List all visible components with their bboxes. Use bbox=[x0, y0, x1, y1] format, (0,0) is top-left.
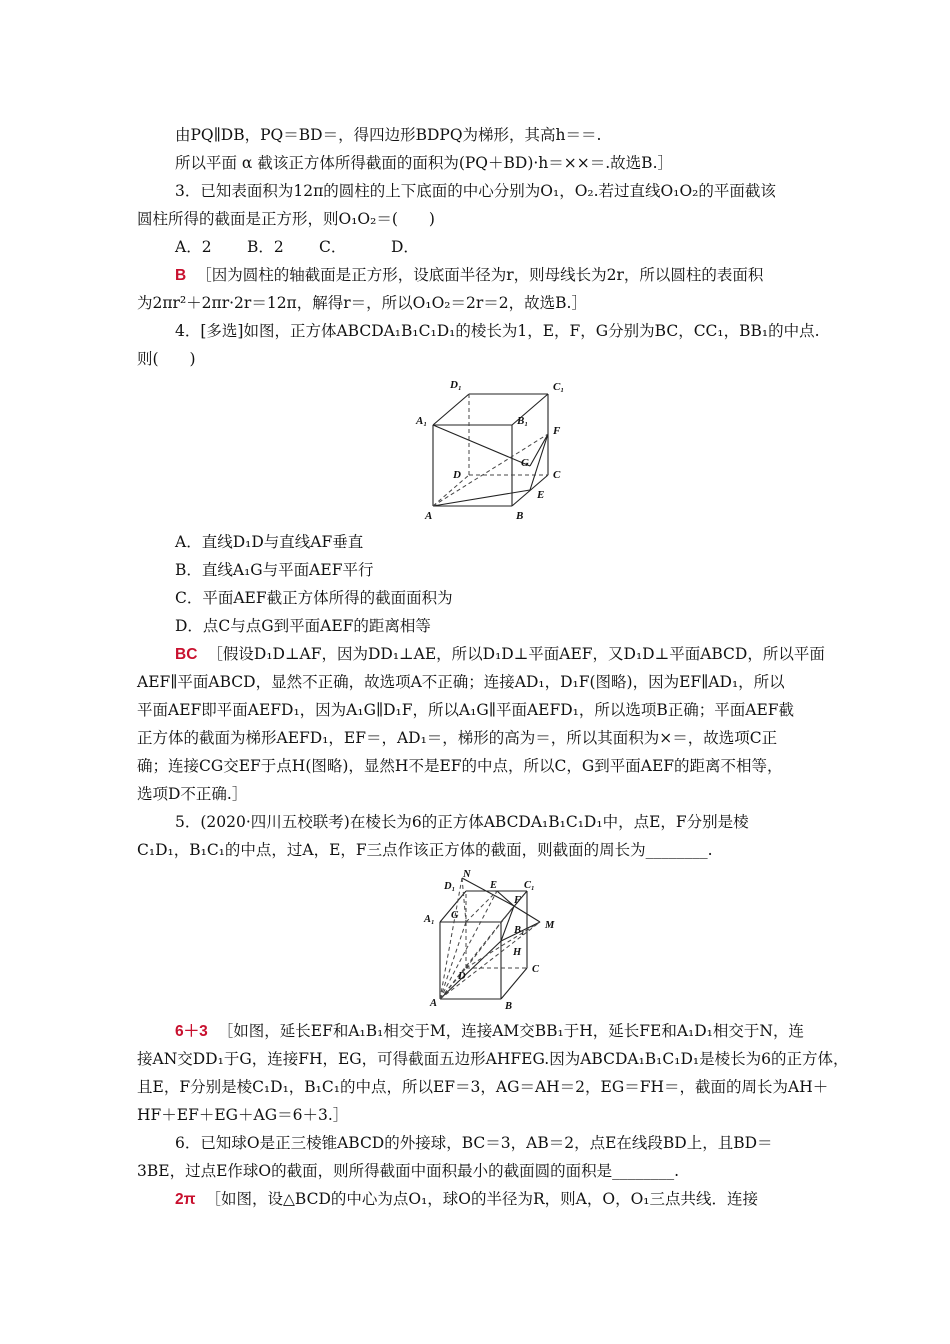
q3-option-c: C． bbox=[319, 238, 347, 256]
answer-4-text-1: ［假设D₁D⊥AF，因为DD₁⊥AE，所以D₁D⊥平面AEF，又D₁D⊥平面ABCD，所以平面 bbox=[207, 645, 825, 663]
q4-option-b: B．直线A₁G与平面AEF平行 bbox=[175, 561, 374, 579]
question-3-line-1: 3．已知表面积为12π的圆柱的上下底面的中心分别为O₁，O₂.若过直线O₁O₂的平面截该 bbox=[175, 182, 776, 200]
fig2-label-c: C bbox=[532, 964, 540, 975]
segment-a1-g bbox=[433, 425, 530, 466]
question-6-line-1: 6．已知球O是正三棱锥ABCD的外接球，BC＝3，AB＝2，点E在线段BD上，且BD＝ bbox=[175, 1134, 773, 1152]
answer-3-line-1 bbox=[175, 265, 763, 286]
answer-5-line-2: 接AN交DD₁于G，连接FH，EG，可得截面五边形AHFEG.因为ABCDA₁B₁C₁D₁是棱长为6的正方体， bbox=[137, 1050, 849, 1068]
answer-5-label: 6＋3 bbox=[175, 1023, 208, 1040]
fig2-label-a: A bbox=[430, 998, 438, 1009]
text-line-1: 由PQ∥DB，PQ＝BD＝，得四边形BDPQ为梯形，其高h＝＝. bbox=[175, 126, 602, 144]
question-3-line-2: 圆柱所得的截面是正方形，则O₁O₂＝( ) bbox=[137, 210, 435, 228]
answer-3-label: B bbox=[175, 267, 187, 284]
answer-5-line-1 bbox=[175, 1021, 804, 1042]
fig1-label-b1: B₁ bbox=[517, 415, 529, 427]
answer-4-line-6: 选项D不正确.］ bbox=[137, 785, 248, 803]
q3-option-b: B．2 bbox=[247, 238, 284, 256]
fig2-label-b1: B₁ bbox=[514, 925, 525, 936]
segment-a-e bbox=[440, 891, 497, 999]
fig1-label-g: G bbox=[521, 457, 529, 469]
question-6-line-2: 3BE，过点E作球O的截面，则所得截面中面积最小的截面圆的面积是________. bbox=[137, 1162, 680, 1180]
fig2-label-b: B bbox=[505, 1001, 513, 1012]
fig2-label-g: G bbox=[451, 910, 459, 921]
fig1-label-c1: C₁ bbox=[553, 381, 565, 393]
fig1-label-b: B bbox=[516, 510, 524, 522]
q3-option-a: A．2 bbox=[175, 238, 212, 256]
fig1-label-e: E bbox=[537, 489, 545, 501]
fig1-label-a1: A₁ bbox=[416, 415, 428, 427]
segment-n-f bbox=[462, 878, 514, 906]
segment-n-g bbox=[462, 878, 466, 922]
answer-4-label: BC bbox=[175, 646, 198, 663]
segment-a-f bbox=[433, 434, 548, 506]
q4-option-c: C．平面AEF截正方体所得的截面面积为 bbox=[175, 589, 453, 607]
fig1-label-f: F bbox=[553, 425, 561, 437]
answer-4-line-2: AEF∥平面ABCD，显然不正确，故选项A不正确；连接AD₁，D₁F(图略)，因为EF∥AD₁，所以 bbox=[137, 673, 785, 691]
answer-5-line-4: HF＋EF＋EG＋AG＝6＋3.］ bbox=[137, 1106, 349, 1124]
answer-3-text-1: ［因为圆柱的轴截面是正方形，设底面半径为r，则母线长为2r，所以圆柱的表面积 bbox=[196, 266, 764, 284]
q4-option-d: D．点C与点G到平面AEF的距离相等 bbox=[175, 617, 431, 635]
fig1-label-d1: D₁ bbox=[450, 379, 462, 391]
fig2-label-e: E bbox=[490, 880, 498, 891]
question-4-line-2: 则( ) bbox=[137, 350, 196, 368]
fig2-label-n: N bbox=[463, 869, 471, 880]
q3-option-d: D． bbox=[391, 238, 419, 256]
answer-4-line-3: 平面AEF即平面AEFD₁，因为A₁G∥D₁F，所以A₁G∥平面AEFD₁，所以选项B正确；平面AEF截 bbox=[137, 701, 795, 719]
answer-6-text-1: ［如图，设△BCD的中心为点O₁，球O的半径为R，则A，O，O₁三点共线．连接 bbox=[205, 1190, 759, 1208]
cube-figure-2 bbox=[410, 865, 575, 1015]
question-4-line-1: 4．[多选]如图，正方体ABCDA₁B₁C₁D₁的棱长为1，E，F，G分别为BC，CC₁，BB₁的中点. bbox=[175, 322, 820, 340]
answer-5-text-1: ［如图，延长EF和A₁B₁相交于M，连接AM交BB₁于H，延长FE和A₁D₁相交于N，连 bbox=[217, 1022, 804, 1040]
question-5-line-2: C₁D₁，B₁C₁的中点，过A，E，F三点作该正方体的截面，则截面的周长为________. bbox=[137, 841, 713, 859]
answer-6-line-1 bbox=[175, 1189, 758, 1210]
answer-4-line-4: 正方体的截面为梯形AEFD₁，EF＝，AD₁＝，梯形的高为＝，所以其面积为×＝，故选项C正 bbox=[137, 729, 778, 747]
text-line-2: 所以平面 α 截该正方体所得截面的面积为(PQ＋BD)·h＝××＝.故选B.］ bbox=[175, 154, 673, 172]
fig2-label-d1: D₁ bbox=[444, 881, 456, 892]
question-5-line-1: 5．(2020·四川五校联考)在棱长为6的正方体ABCDA₁B₁C₁D₁中，点E，F分别是棱 bbox=[175, 813, 749, 831]
question-3-options bbox=[175, 237, 463, 257]
edge-a1-d1 bbox=[433, 394, 469, 425]
answer-6-label: 2π bbox=[175, 1191, 196, 1208]
answer-4-line-5: 确；连接CG交EF于点H(图略)，显然H不是EF的中点，所以C，G到平面AEF的距离不相等， bbox=[137, 757, 783, 775]
fig2-label-f: F bbox=[514, 895, 522, 906]
fig1-label-a: A bbox=[425, 510, 433, 522]
edge-b-c bbox=[501, 968, 527, 999]
segment-a-m bbox=[440, 922, 540, 999]
q4-option-a: A．直线D₁D与直线AF垂直 bbox=[175, 533, 364, 551]
answer-4-line-1 bbox=[175, 644, 825, 665]
fig2-label-m: M bbox=[545, 920, 555, 931]
fig2-label-h: H bbox=[513, 947, 522, 958]
fig1-label-d: D bbox=[453, 469, 461, 481]
segment-a-g bbox=[440, 922, 466, 999]
fig2-label-d: D bbox=[458, 971, 466, 982]
answer-5-line-3: 且E，F分别是棱C₁D₁，B₁C₁的中点，所以EF＝3，AG＝AH＝2，EG＝FH＝，截面的周长为AH＋ bbox=[137, 1078, 829, 1096]
fig2-label-c1: C₁ bbox=[524, 880, 535, 891]
fig1-label-c: C bbox=[553, 469, 561, 481]
cube-figure-1 bbox=[410, 375, 580, 525]
fig2-label-a1: A₁ bbox=[424, 914, 435, 925]
segment-g-e bbox=[466, 891, 497, 922]
answer-3-line-2: 为2πr²＋2πr·2r＝12π，解得r＝，所以O₁O₂＝2r＝2，故选B.］ bbox=[137, 294, 587, 312]
